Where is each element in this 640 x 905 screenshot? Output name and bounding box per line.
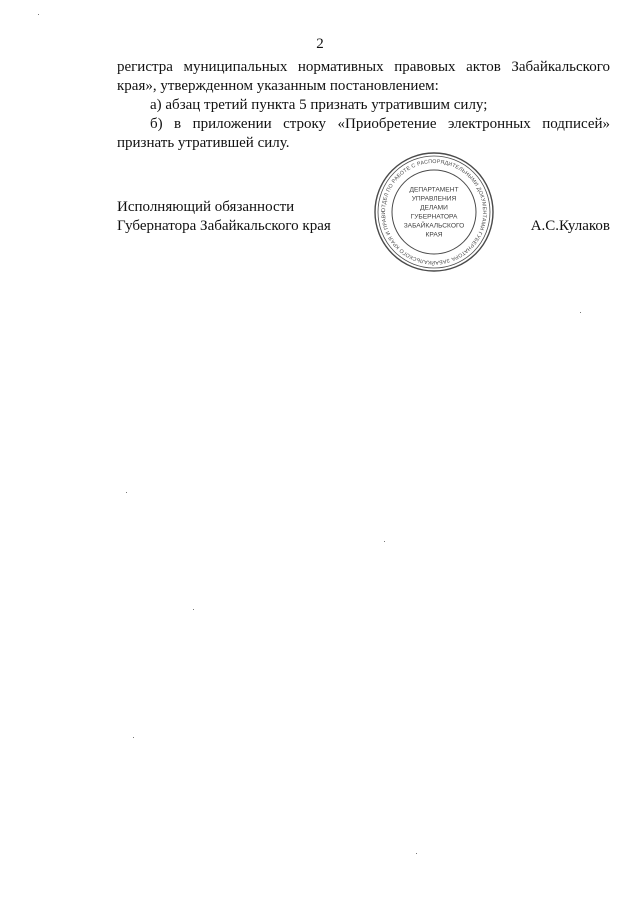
list-item-b-continuation: признать утратившей силу. [117,135,290,151]
signatory-position-line: Губернатора Забайкальского края [117,218,331,234]
signatory-position-line: Исполняющий обязанности [117,199,295,215]
official-seal-stamp [372,150,496,274]
seal-center-line: ЗАБАЙКАЛЬСКОГО [403,222,465,230]
seal-center-line: ДЕЛАМИ [420,204,448,212]
seal-center-line: ДЕПАРТАМЕНТ [409,186,459,194]
scan-speck [133,737,134,738]
scan-speck [416,853,417,854]
scan-speck [126,492,127,493]
seal-inner-ring [392,170,476,254]
paragraph-line: края», утвержденном указанным постановлением: [117,78,439,94]
seal-center-line: ГУБЕРНАТОРА [410,213,458,221]
paragraph-line: регистра муниципальных нормативных правовых актов Забайкальского [117,59,610,75]
scan-speck [193,609,194,610]
seal-center-line: УПРАВЛЕНИЯ [411,195,457,203]
signatory-name: А.С.Кулаков [530,218,610,234]
scan-speck [384,541,385,542]
body-text [117,58,610,153]
signatory-position [117,198,331,236]
scan-speck [580,312,581,313]
seal-outer-ring [375,153,493,271]
list-item-a: а) абзац третий пункта 5 признать утратившим силу; [150,97,488,113]
seal-center-line: КРАЯ [425,231,443,239]
seal-ring-text: ОТДЕЛ ПО РАБОТЕ С РАСПОРЯДИТЕЛЬНЫМИ ДОКУМЕНТАМИ ГУБЕРНАТОРА ЗАБАЙКАЛЬСКОГО КРАЯ И ПРАВИ [380,158,488,266]
scan-speck [38,14,39,15]
seal-graphic [372,150,496,274]
page-number: 2 [316,36,324,52]
list-item-b: б) в приложении строку «Приобретение электронных подписей» [150,116,610,132]
